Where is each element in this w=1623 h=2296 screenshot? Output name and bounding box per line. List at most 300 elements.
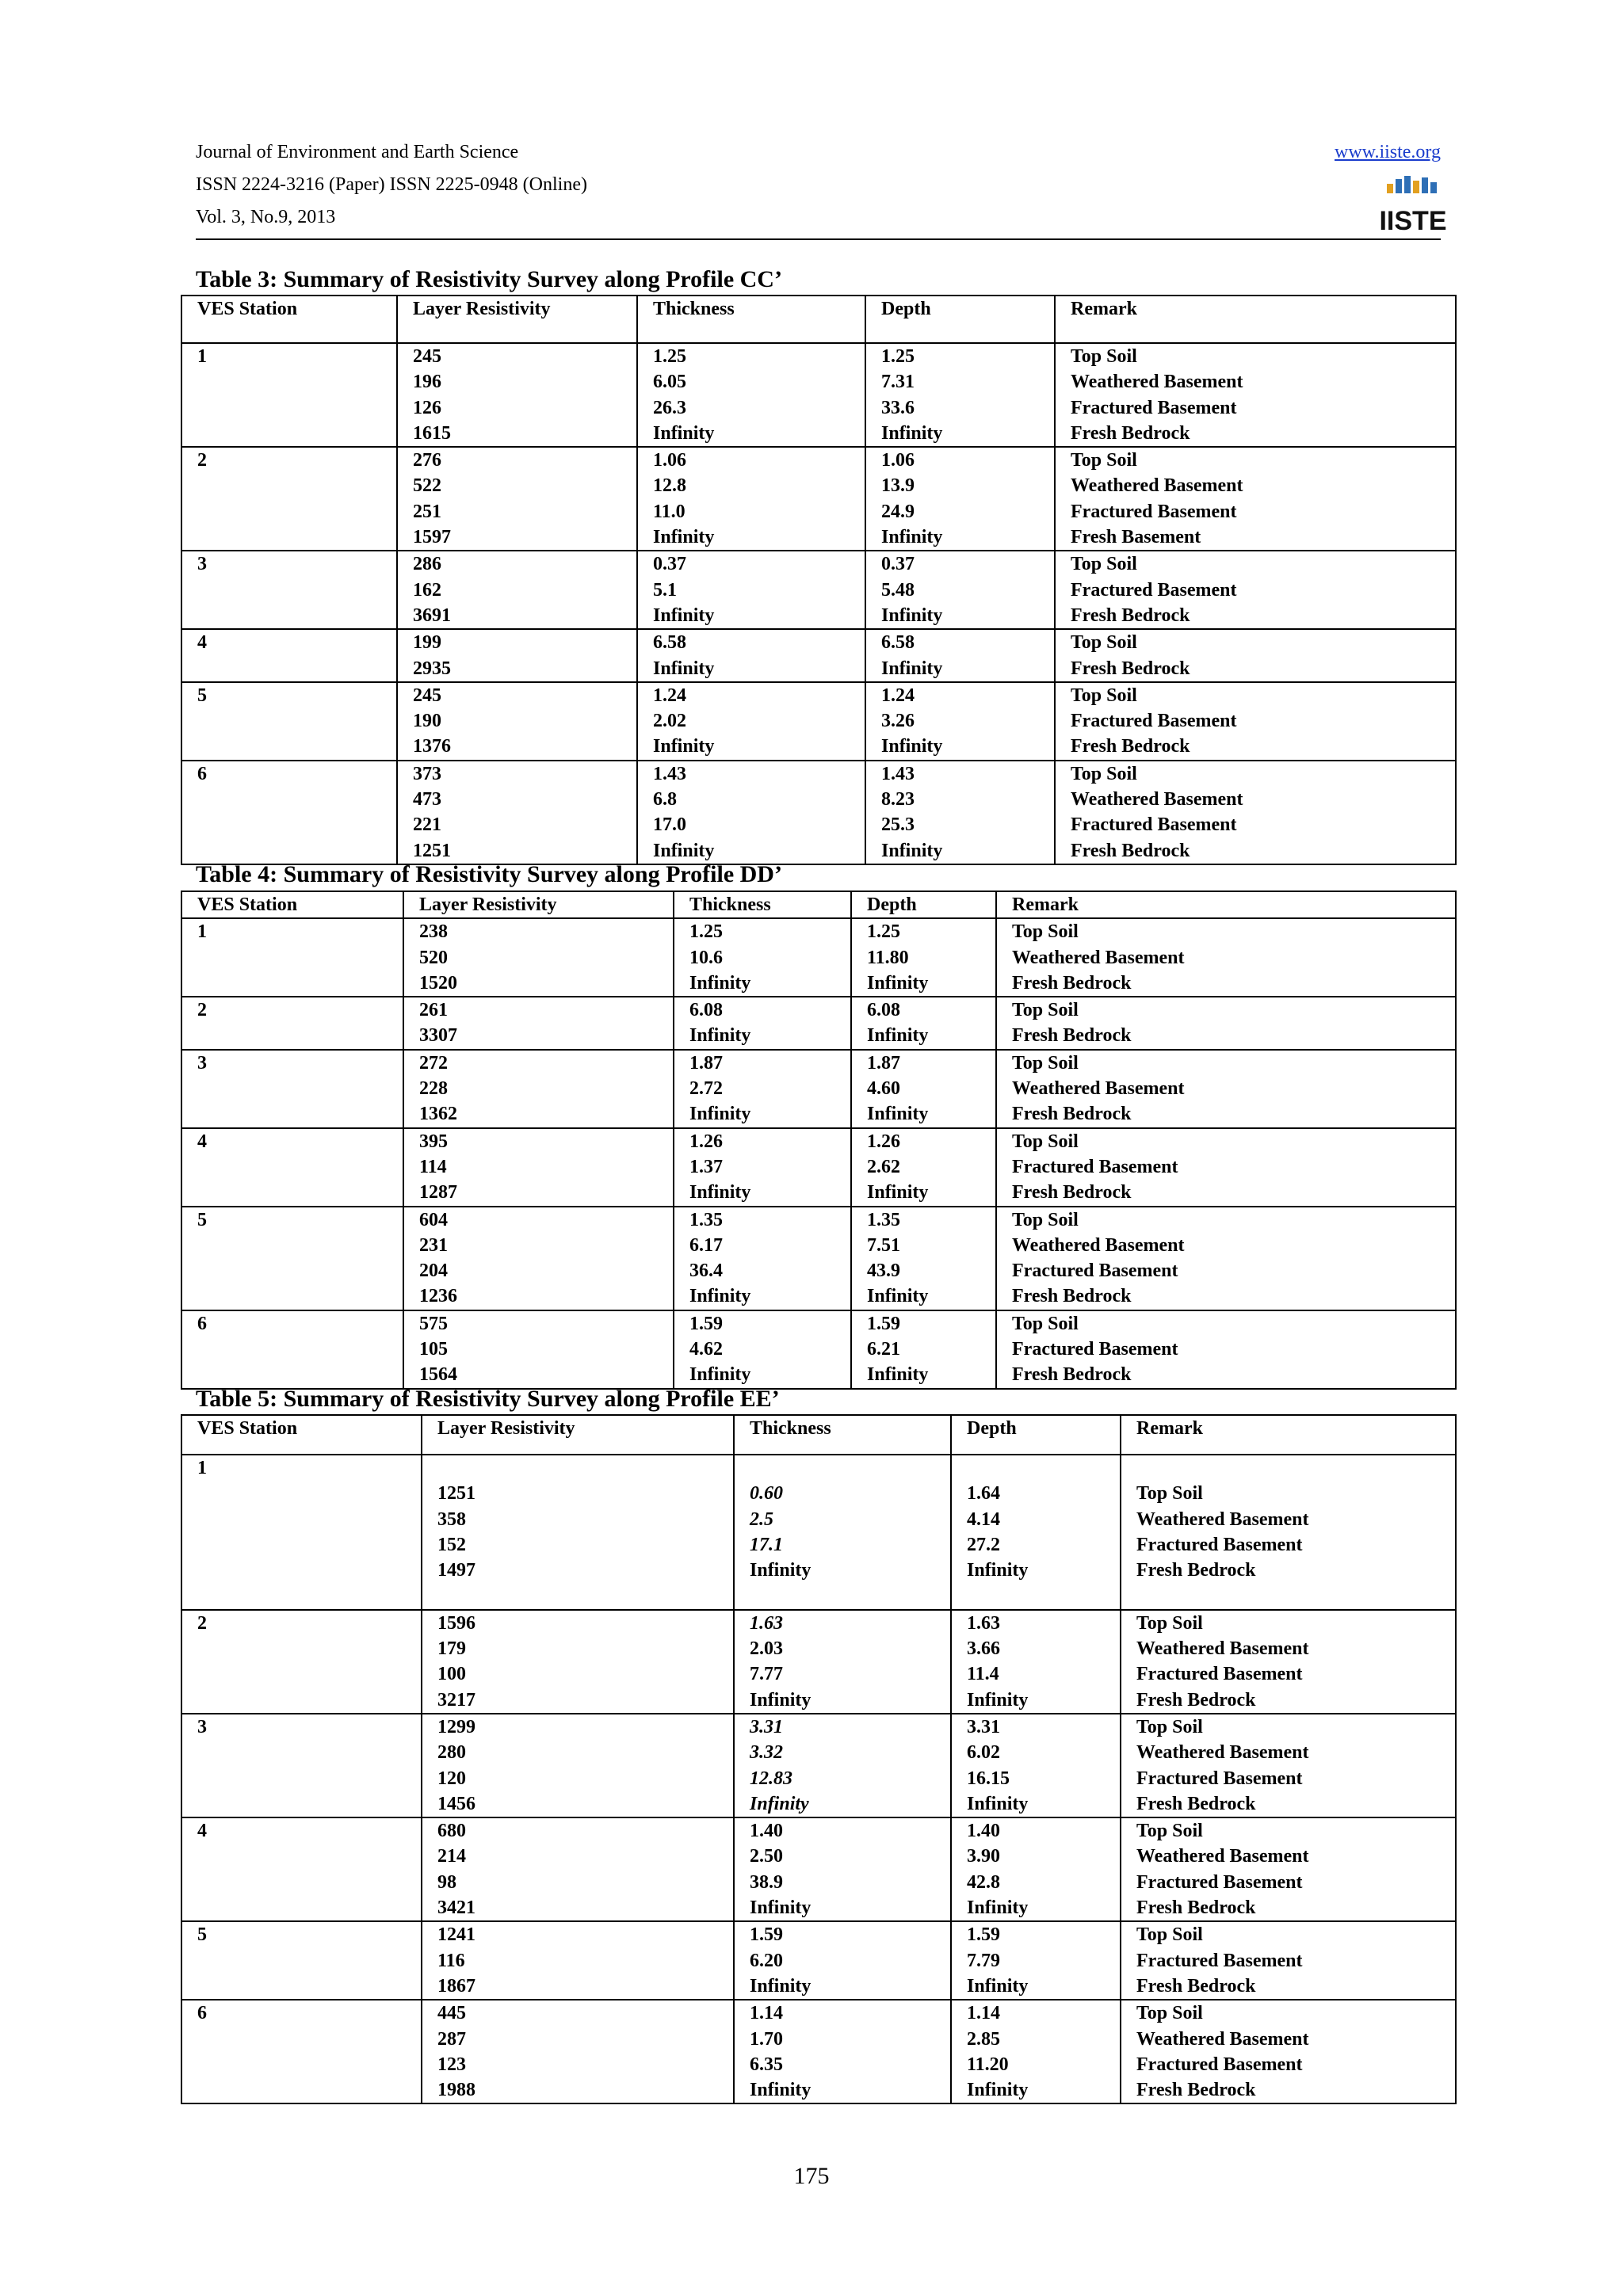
ves-station: 2 (197, 1000, 207, 1021)
depth-value: Infinity (881, 422, 943, 444)
remark-cell (1055, 682, 1456, 761)
resistivity-value: 245 (413, 685, 441, 706)
remark-value: Top Soil (1136, 1716, 1203, 1737)
remark-value: Weathered Basement (1071, 789, 1243, 810)
thickness-value: 10.6 (689, 947, 723, 968)
resistivity-value: 1597 (413, 527, 451, 548)
depth-value: 1.35 (867, 1209, 900, 1230)
resistivity-value: 1520 (419, 972, 457, 994)
depth-cell (851, 1050, 996, 1128)
depth-cell (951, 1714, 1121, 1817)
resistivity-value: 2935 (413, 658, 451, 679)
table-row (181, 1714, 1456, 1817)
depth-value: 25.3 (881, 814, 915, 836)
remark-value: Top Soil (1071, 763, 1137, 784)
table-row (181, 1207, 1456, 1310)
depth-value: 3.66 (967, 1638, 1000, 1660)
column-header: Depth (851, 891, 996, 918)
resistivity-value: 228 (419, 1078, 448, 1100)
thickness-value: 2.02 (653, 711, 686, 732)
thickness-value: Infinity (653, 840, 715, 861)
thickness-cell (674, 1310, 851, 1389)
ves-station: 5 (197, 1209, 207, 1230)
depth-value: 0.37 (881, 554, 915, 575)
depth-value: Infinity (867, 1286, 929, 1307)
thickness-value: Infinity (689, 1286, 751, 1307)
ves-station: 3 (197, 1052, 207, 1074)
column-header: VES Station (181, 296, 397, 343)
ves-station-cell (181, 629, 397, 682)
remark-value: Fresh Bedrock (1012, 1364, 1132, 1386)
remark-value: Fresh Bedrock (1012, 1182, 1132, 1203)
thickness-value: 26.3 (653, 397, 686, 418)
column-header: Remark (996, 891, 1456, 918)
ves-station: 4 (197, 1821, 207, 1842)
resistivity-cell (422, 1714, 734, 1817)
depth-value: 3.31 (967, 1716, 1000, 1737)
thickness-value: 6.20 (750, 1950, 783, 1971)
depth-value: 1.26 (867, 1131, 900, 1152)
depth-value: 11.20 (967, 2054, 1009, 2075)
remark-value: Fresh Bedrock (1071, 840, 1190, 861)
column-header: VES Station (181, 1415, 422, 1455)
table-row (181, 1050, 1456, 1128)
resistivity-cell (422, 2000, 734, 2103)
table-row (181, 918, 1456, 997)
remark-cell (1055, 551, 1456, 629)
thickness-cell (734, 2000, 951, 2103)
column-header: Depth (951, 1415, 1121, 1455)
thickness-cell (637, 682, 865, 761)
table-row (181, 1310, 1456, 1389)
resistivity-value: 1241 (437, 1924, 475, 1946)
ves-station-cell (181, 1921, 422, 2000)
resistivity-value: 214 (437, 1846, 466, 1867)
thickness-value: Infinity (750, 1560, 812, 1581)
thickness-value: 12.8 (653, 475, 686, 497)
remark-value: Weathered Basement (1136, 1508, 1309, 1530)
remark-value: Fresh Bedrock (1136, 1689, 1256, 1711)
remark-value: Fresh Bedrock (1071, 605, 1190, 626)
column-header: VES Station (181, 891, 403, 918)
depth-value: 3.90 (967, 1846, 1000, 1867)
resistivity-value: 123 (437, 2054, 466, 2075)
ves-station: 5 (197, 1924, 207, 1946)
ves-station-cell (181, 447, 397, 551)
depth-cell (851, 997, 996, 1050)
resistivity-value: 1988 (437, 2080, 475, 2101)
ves-station: 3 (197, 554, 207, 575)
thickness-value: 0.37 (653, 554, 686, 575)
thickness-value: 0.60 (750, 1483, 783, 1505)
depth-value: 6.02 (967, 1742, 1000, 1764)
ves-station-cell (181, 761, 397, 864)
depth-value: Infinity (867, 1025, 929, 1047)
depth-value: 6.21 (867, 1339, 900, 1360)
depth-value: Infinity (967, 1560, 1029, 1581)
remark-value: Top Soil (1012, 1313, 1079, 1334)
column-header: Thickness (674, 891, 851, 918)
remark-cell (1121, 1817, 1456, 1921)
depth-value: 6.08 (867, 1000, 900, 1021)
remark-value: Top Soil (1012, 1000, 1079, 1021)
header-rule (196, 238, 1441, 240)
remark-value: Fresh Bedrock (1012, 1286, 1132, 1307)
thickness-cell (637, 447, 865, 551)
thickness-value: 1.14 (750, 2003, 783, 2024)
resistivity-value: 126 (413, 397, 441, 418)
resistivity-value: 280 (437, 1742, 466, 1764)
remark-value: Top Soil (1071, 450, 1137, 471)
depth-value: 1.14 (967, 2003, 1000, 2024)
ves-station: 6 (197, 763, 207, 784)
remark-value: Fractured Basement (1071, 711, 1237, 732)
remark-cell (1121, 1921, 1456, 2000)
column-header: Thickness (637, 296, 865, 343)
depth-value: 11.80 (867, 947, 909, 968)
thickness-cell (674, 1128, 851, 1207)
depth-value: 4.14 (967, 1508, 1000, 1530)
resistivity-cell (403, 918, 674, 997)
resistivity-value: 1564 (419, 1364, 457, 1386)
table-row (181, 447, 1456, 551)
resistivity-cell (397, 761, 637, 864)
ves-station-cell (181, 1128, 403, 1207)
depth-value: 1.59 (967, 1924, 1000, 1946)
remark-value: Fractured Basement (1136, 1768, 1303, 1789)
resistivity-value: 245 (413, 346, 441, 367)
remark-value: Fractured Basement (1136, 2054, 1303, 2075)
thickness-cell (637, 343, 865, 447)
table-4-title: Table 4: Summary of Resistivity Survey along Profile DD’ (196, 861, 782, 887)
thickness-value: 6.58 (653, 632, 686, 654)
resistivity-value: 199 (413, 632, 441, 654)
resistivity-value: 3691 (413, 605, 451, 626)
depth-value: 43.9 (867, 1261, 900, 1282)
remark-value: Fresh Bedrock (1012, 1025, 1132, 1047)
depth-cell (951, 1921, 1121, 2000)
ves-station: 6 (197, 2003, 207, 2024)
table-header-row (181, 891, 1456, 918)
remark-value: Fractured Basement (1071, 814, 1237, 836)
resistivity-cell (403, 1050, 674, 1128)
table-row (181, 997, 1456, 1050)
resistivity-value: 238 (419, 921, 448, 943)
ves-station-cell (181, 2000, 422, 2103)
remark-value: Top Soil (1012, 1209, 1079, 1230)
ves-station: 3 (197, 1716, 207, 1737)
thickness-value: Infinity (750, 1975, 812, 1997)
depth-value: 5.48 (881, 579, 915, 601)
table-4 (181, 891, 1457, 1390)
thickness-cell (734, 1610, 951, 1714)
depth-value: Infinity (967, 1689, 1029, 1711)
remark-cell (1121, 1714, 1456, 1817)
remark-value: Fresh Basement (1071, 527, 1201, 548)
depth-value: 27.2 (967, 1534, 1000, 1555)
remark-cell (996, 1128, 1456, 1207)
depth-cell (951, 2000, 1121, 2103)
thickness-value: 1.87 (689, 1052, 723, 1074)
thickness-value: Infinity (750, 1793, 809, 1814)
remark-value: Top Soil (1136, 1612, 1203, 1634)
ves-station: 4 (197, 1131, 207, 1152)
resistivity-cell (403, 1207, 674, 1310)
thickness-value: Infinity (750, 1689, 812, 1711)
resistivity-value: 1287 (419, 1182, 457, 1203)
thickness-value: 6.17 (689, 1234, 723, 1256)
table-header-row (181, 296, 1456, 343)
remark-value: Top Soil (1071, 346, 1137, 367)
depth-value: Infinity (967, 1975, 1029, 1997)
depth-cell (951, 1610, 1121, 1714)
remark-value: Fresh Bedrock (1136, 1897, 1256, 1919)
table-row (181, 551, 1456, 629)
table-row (181, 682, 1456, 761)
depth-value: 1.43 (881, 763, 915, 784)
remark-value: Top Soil (1012, 1052, 1079, 1074)
depth-value: 8.23 (881, 789, 915, 810)
remark-value: Fresh Bedrock (1071, 658, 1190, 679)
resistivity-value: 98 (437, 1871, 456, 1893)
thickness-value: 1.40 (750, 1821, 783, 1842)
thickness-cell (734, 1714, 951, 1817)
remark-value: Weathered Basement (1136, 1742, 1309, 1764)
thickness-value: 1.37 (689, 1156, 723, 1177)
thickness-value: Infinity (653, 658, 715, 679)
thickness-value: 12.83 (750, 1768, 792, 1789)
thickness-value: 17.0 (653, 814, 686, 836)
thickness-value: 2.5 (750, 1508, 773, 1530)
column-header: Depth (865, 296, 1055, 343)
depth-value: 33.6 (881, 397, 915, 418)
resistivity-value: 395 (419, 1131, 448, 1152)
thickness-cell (734, 1817, 951, 1921)
remark-value: Weathered Basement (1071, 475, 1243, 497)
depth-cell (865, 551, 1055, 629)
remark-value: Fractured Basement (1071, 501, 1237, 522)
table-5-title: Table 5: Summary of Resistivity Survey along Profile EE’ (196, 1386, 780, 1412)
depth-value: Infinity (967, 1793, 1029, 1814)
depth-value: 6.58 (881, 632, 915, 654)
remark-value: Top Soil (1071, 685, 1137, 706)
resistivity-cell (397, 447, 637, 551)
remark-value: Fresh Bedrock (1136, 2080, 1256, 2101)
remark-value: Fractured Basement (1012, 1261, 1178, 1282)
remark-value: Weathered Basement (1136, 1846, 1309, 1867)
ves-station: 5 (197, 685, 207, 706)
resistivity-value: 1615 (413, 422, 451, 444)
remark-value: Weathered Basement (1136, 1638, 1309, 1660)
thickness-value: Infinity (689, 972, 751, 994)
remark-cell (1055, 343, 1456, 447)
resistivity-cell (422, 1455, 734, 1610)
depth-value: 13.9 (881, 475, 915, 497)
thickness-value: 5.1 (653, 579, 677, 601)
remark-value: Top Soil (1012, 921, 1079, 943)
svg-text:IISTE: IISTE (1379, 206, 1447, 236)
depth-value: 24.9 (881, 501, 915, 522)
depth-value: 1.64 (967, 1483, 1000, 1505)
remark-value: Fractured Basement (1136, 1950, 1303, 1971)
table-row (181, 1455, 1456, 1610)
thickness-value: 6.35 (750, 2054, 783, 2075)
thickness-value: 1.25 (653, 346, 686, 367)
ves-station-cell (181, 343, 397, 447)
remark-cell (996, 1207, 1456, 1310)
depth-cell (865, 682, 1055, 761)
thickness-value: Infinity (653, 736, 715, 757)
depth-value: Infinity (867, 1364, 929, 1386)
remark-value: Weathered Basement (1012, 1234, 1185, 1256)
thickness-cell (637, 629, 865, 682)
table-row (181, 761, 1456, 864)
resistivity-value: 190 (413, 711, 441, 732)
thickness-value: 1.25 (689, 921, 723, 943)
remark-cell (1055, 447, 1456, 551)
depth-cell (951, 1455, 1121, 1610)
remark-value: Fractured Basement (1071, 397, 1237, 418)
remark-value: Weathered Basement (1012, 1078, 1185, 1100)
resistivity-value: 196 (413, 372, 441, 393)
column-header: Thickness (734, 1415, 951, 1455)
remark-value: Fractured Basement (1136, 1534, 1303, 1555)
thickness-value: Infinity (689, 1182, 751, 1203)
depth-cell (851, 918, 996, 997)
depth-value: Infinity (867, 1182, 929, 1203)
thickness-cell (637, 551, 865, 629)
column-header: Remark (1055, 296, 1456, 343)
remark-value: Top Soil (1071, 632, 1137, 654)
thickness-value: 1.63 (750, 1612, 783, 1634)
thickness-value: 1.59 (689, 1313, 723, 1334)
ves-station-cell (181, 551, 397, 629)
resistivity-value: 1236 (419, 1286, 457, 1307)
ves-station-cell (181, 918, 403, 997)
depth-value: Infinity (881, 605, 943, 626)
depth-value: Infinity (867, 972, 929, 994)
thickness-value: 2.03 (750, 1638, 783, 1660)
ves-station-cell (181, 997, 403, 1050)
thickness-value: Infinity (653, 527, 715, 548)
thickness-cell (637, 761, 865, 864)
thickness-cell (674, 918, 851, 997)
remark-value: Fresh Bedrock (1012, 972, 1132, 994)
remark-cell (1121, 2000, 1456, 2103)
depth-value: Infinity (881, 840, 943, 861)
resistivity-value: 473 (413, 789, 441, 810)
thickness-value: 1.70 (750, 2028, 783, 2050)
thickness-value: 4.62 (689, 1339, 723, 1360)
table-row (181, 1128, 1456, 1207)
resistivity-value: 3421 (437, 1897, 475, 1919)
thickness-cell (734, 1921, 951, 2000)
remark-value: Fractured Basement (1071, 579, 1237, 601)
remark-value: Weathered Basement (1071, 372, 1243, 393)
resistivity-value: 358 (437, 1508, 466, 1530)
thickness-value: 6.8 (653, 789, 677, 810)
ves-station-cell (181, 1714, 422, 1817)
remark-value: Fresh Bedrock (1136, 1560, 1256, 1581)
resistivity-value: 575 (419, 1313, 448, 1334)
depth-value: 2.85 (967, 2028, 1000, 2050)
remark-cell (996, 918, 1456, 997)
depth-cell (865, 343, 1055, 447)
remark-value: Fresh Bedrock (1012, 1104, 1132, 1125)
ves-station-cell (181, 1310, 403, 1389)
depth-cell (951, 1817, 1121, 1921)
depth-value: 3.26 (881, 711, 915, 732)
resistivity-cell (403, 1310, 674, 1389)
column-header: Layer Resistivity (403, 891, 674, 918)
remark-value: Top Soil (1012, 1131, 1079, 1152)
depth-cell (851, 1128, 996, 1207)
thickness-value: 2.72 (689, 1078, 723, 1100)
remark-cell (996, 1310, 1456, 1389)
remark-value: Fresh Bedrock (1136, 1793, 1256, 1814)
thickness-cell (674, 1207, 851, 1310)
remark-cell (1121, 1610, 1456, 1714)
resistivity-cell (422, 1921, 734, 2000)
ves-station: 1 (197, 1458, 207, 1478)
depth-value: 1.25 (881, 346, 915, 367)
resistivity-value: 680 (437, 1821, 466, 1842)
depth-value: 1.40 (967, 1821, 1000, 1842)
depth-value: 7.51 (867, 1234, 900, 1256)
resistivity-value: 445 (437, 2003, 466, 2024)
ves-station: 4 (197, 632, 207, 654)
website-link[interactable]: www.iiste.org (1335, 142, 1441, 162)
resistivity-value: 3307 (419, 1025, 457, 1047)
thickness-cell (674, 997, 851, 1050)
resistivity-value: 120 (437, 1768, 466, 1789)
thickness-value: Infinity (750, 2080, 812, 2101)
page-header (196, 136, 1447, 238)
remark-cell (996, 997, 1456, 1050)
resistivity-value: 1251 (413, 840, 451, 861)
resistivity-value: 231 (419, 1234, 448, 1256)
thickness-value: 1.35 (689, 1209, 723, 1230)
thickness-value: 1.06 (653, 450, 686, 471)
resistivity-cell (397, 682, 637, 761)
ves-station: 1 (197, 346, 207, 367)
depth-value: 1.63 (967, 1612, 1000, 1634)
resistivity-value: 276 (413, 450, 441, 471)
depth-value: 11.4 (967, 1664, 999, 1685)
ves-station: 2 (197, 1612, 207, 1634)
resistivity-value: 100 (437, 1664, 466, 1685)
thickness-value: Infinity (653, 605, 715, 626)
resistivity-cell (397, 551, 637, 629)
depth-value: Infinity (881, 736, 943, 757)
resistivity-value: 204 (419, 1261, 448, 1282)
depth-value: 42.8 (967, 1871, 1000, 1893)
resistivity-value: 1251 (437, 1483, 475, 1505)
thickness-value: Infinity (689, 1104, 751, 1125)
thickness-value: 3.32 (750, 1742, 783, 1764)
thickness-value: 1.59 (750, 1924, 783, 1946)
thickness-value: 36.4 (689, 1261, 723, 1282)
table-row (181, 1610, 1456, 1714)
resistivity-cell (422, 1817, 734, 1921)
thickness-cell (734, 1455, 951, 1610)
table-3-title: Table 3: Summary of Resistivity Survey along Profile CC’ (196, 266, 782, 292)
depth-value: 1.24 (881, 685, 915, 706)
depth-cell (865, 761, 1055, 864)
resistivity-value: 604 (419, 1209, 448, 1230)
thickness-value: 1.43 (653, 763, 686, 784)
table-3 (181, 295, 1457, 865)
